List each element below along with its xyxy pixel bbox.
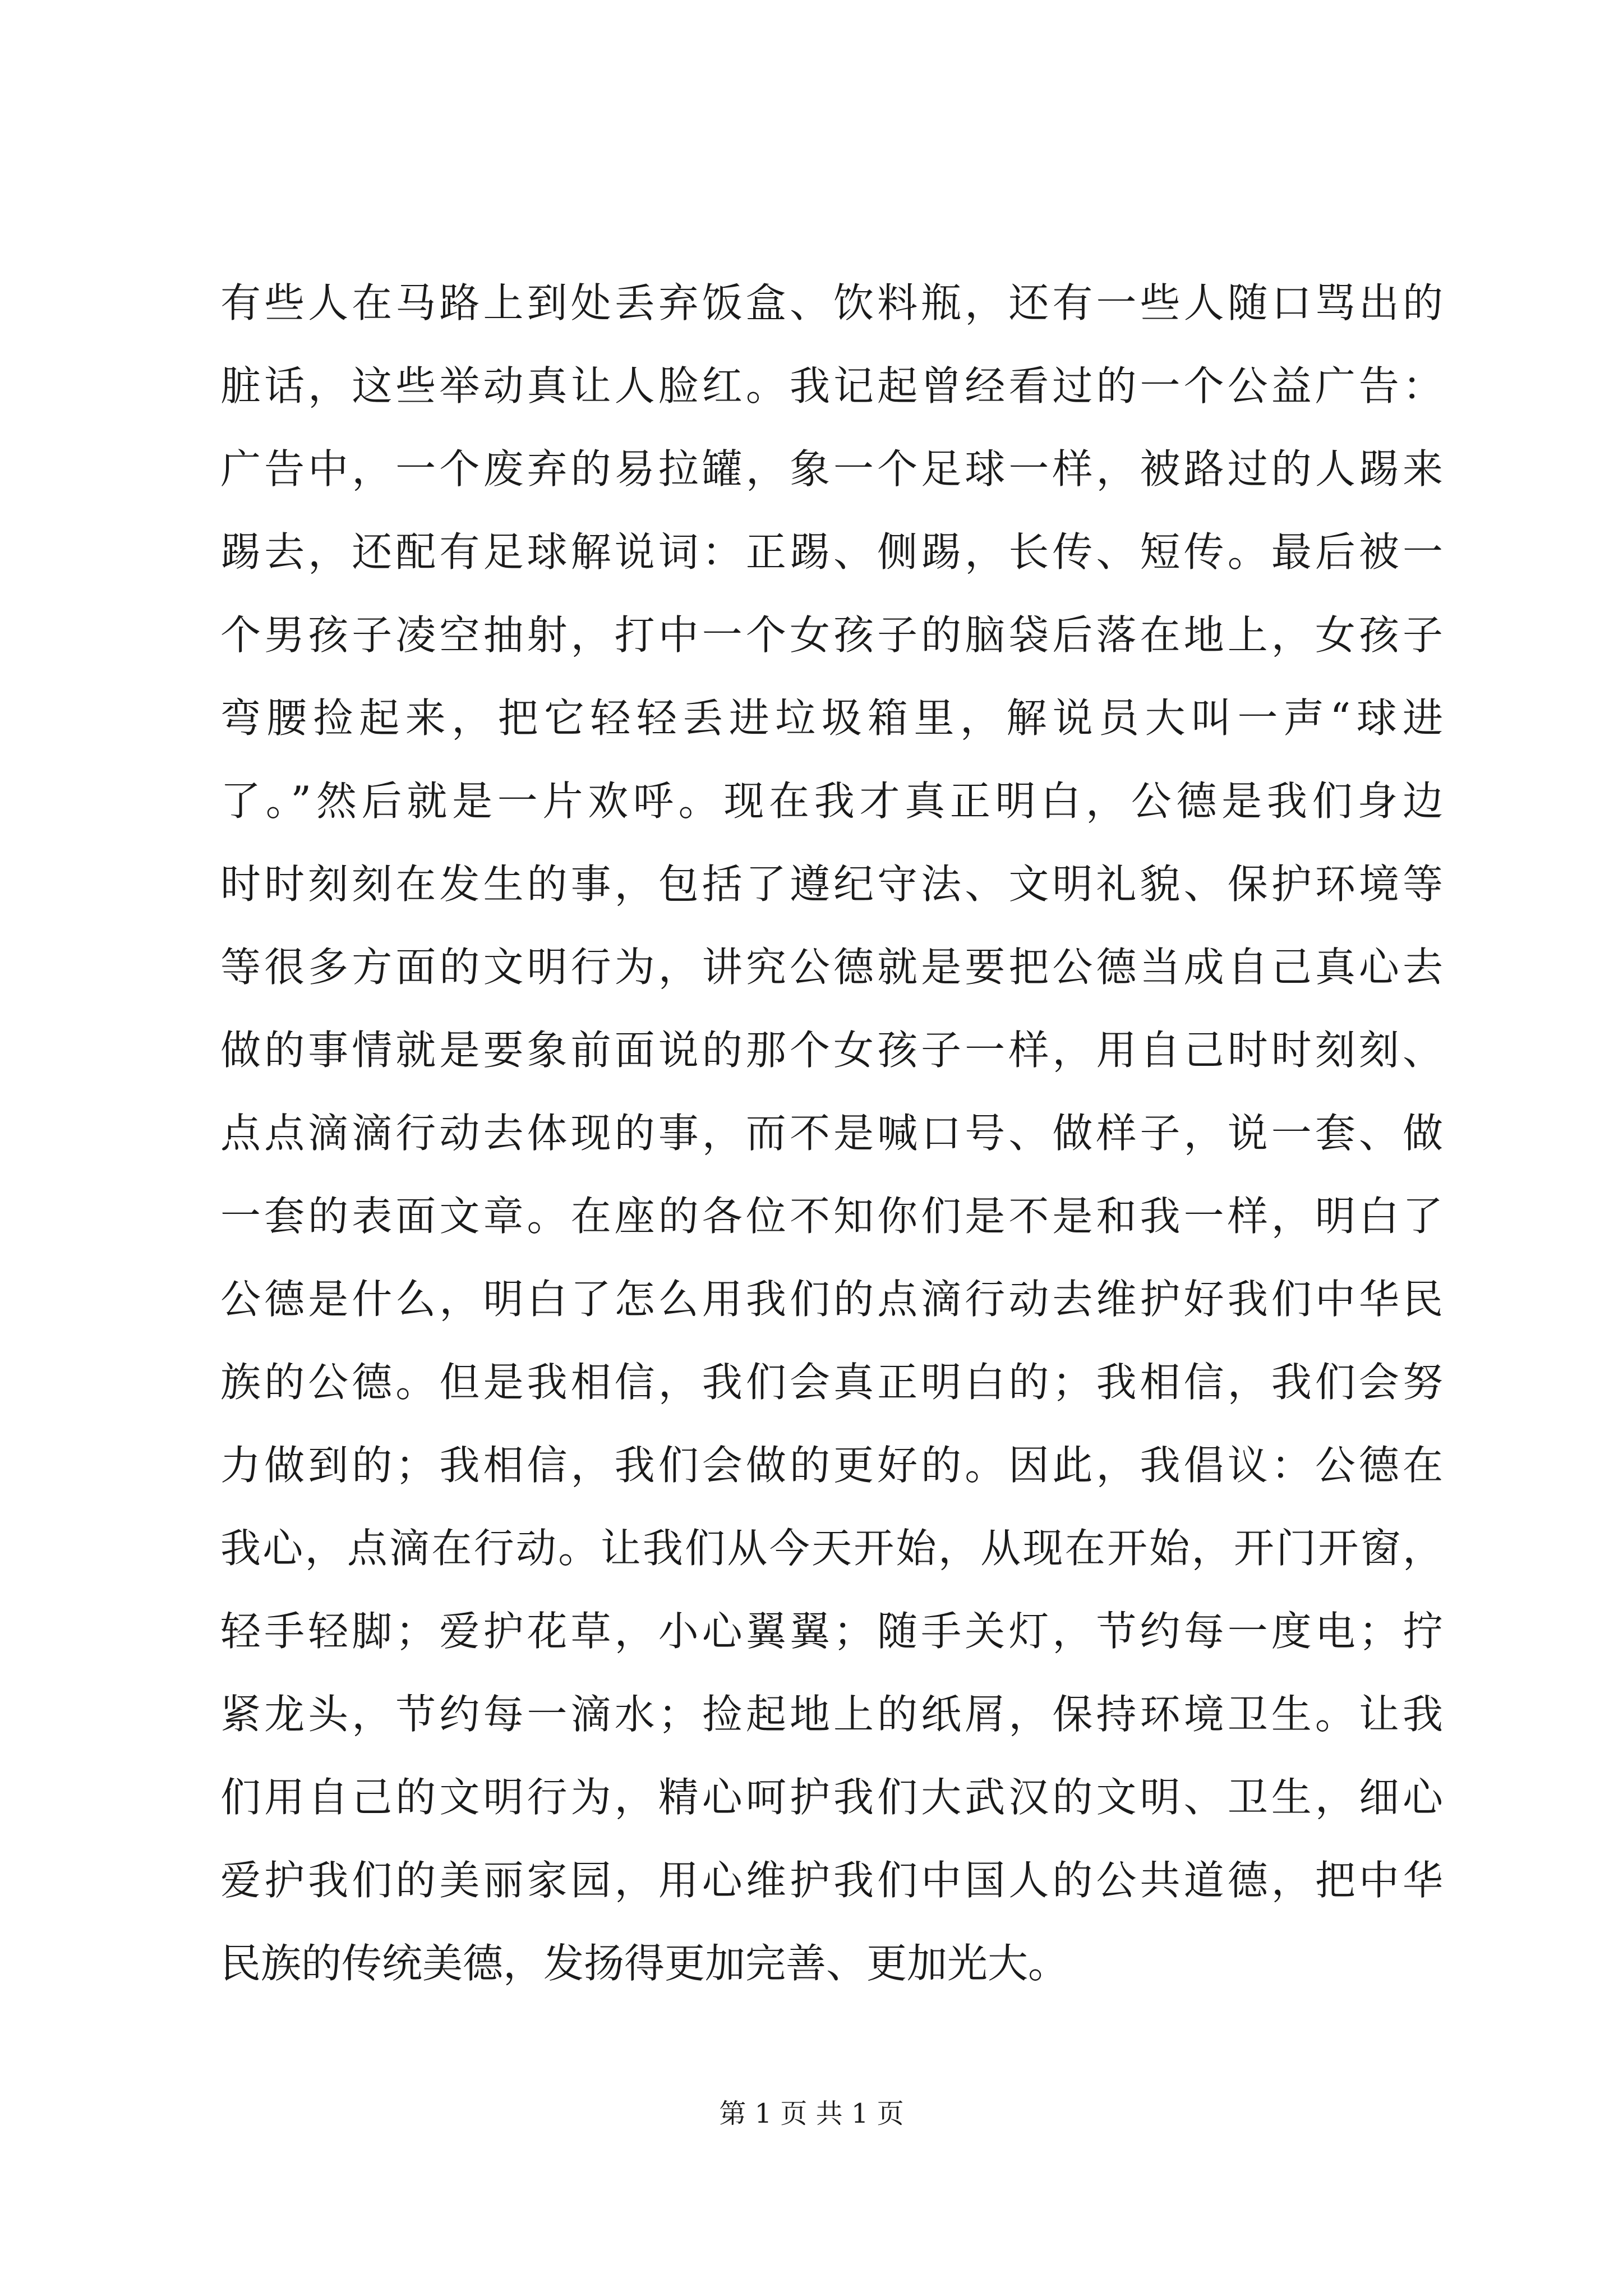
text-line-18: 紧龙头，节约每一滴水；捡起地上的纸屑，保持环境卫生。让我 <box>220 1691 1443 1738</box>
text-line-21: 民族的传统美德，发扬得更加完善、更加光大。 <box>220 1940 1069 1987</box>
text-line-11: 点点滴滴行动去体现的事，而不是喊口号、做样子，说一套、做 <box>220 1110 1443 1157</box>
body-paragraph <box>220 261 1443 2005</box>
text-line-7: 了。”然后就是一片欢呼。现在我才真正明白，公德是我们身边 <box>220 777 1443 825</box>
text-line-2: 脏话，这些举动真让人脸红。我记起曾经看过的一个公益广告： <box>220 362 1443 409</box>
page-footer: 第 1 页 共 1 页 <box>719 2098 904 2129</box>
text-line-17: 轻手轻脚；爱护花草，小心翼翼；随手关灯，节约每一度电；拧 <box>220 1608 1443 1655</box>
text-line-5: 个男孩子凌空抽射，打中一个女孩子的脑袋后落在地上，女孩子 <box>220 611 1443 659</box>
text-line-9: 等很多方面的文明行为，讲究公德就是要把公德当成自己真心去 <box>220 944 1443 991</box>
text-line-20: 爱护我们的美丽家园，用心维护我们中国人的公共道德，把中华 <box>220 1857 1443 1904</box>
text-line-3: 广告中，一个废弃的易拉罐，象一个足球一样，被路过的人踢来 <box>220 445 1443 493</box>
text-line-6: 弯腰捡起来，把它轻轻丢进垃圾箱里，解说员大叫一声“球进 <box>220 694 1443 742</box>
text-line-13: 公德是什么，明白了怎么用我们的点滴行动去维护好我们中华民 <box>220 1276 1443 1323</box>
text-line-15: 力做到的；我相信，我们会做的更好的。因此，我倡议：公德在 <box>220 1442 1443 1489</box>
text-line-12: 一套的表面文章。在座的各位不知你们是不是和我一样，明白了 <box>220 1193 1443 1240</box>
text-line-14: 族的公德。但是我相信，我们会真正明白的；我相信，我们会努 <box>220 1359 1443 1406</box>
text-line-10: 做的事情就是要象前面说的那个女孩子一样，用自己时时刻刻、 <box>220 1027 1443 1074</box>
text-line-16: 我心，点滴在行动。让我们从今天开始，从现在开始，开门开窗， <box>220 1525 1443 1572</box>
text-line-8: 时时刻刻在发生的事，包括了遵纪守法、文明礼貌、保护环境等 <box>220 861 1443 908</box>
text-line-1: 有些人在马路上到处丢弃饭盒、饮料瓶，还有一些人随口骂出的 <box>220 279 1443 326</box>
text-line-19: 们用自己的文明行为，精心呵护我们大武汉的文明、卫生，细心 <box>220 1774 1443 1821</box>
text-line-4: 踢去，还配有足球解说词：正踢、侧踢，长传、短传。最后被一 <box>220 528 1443 576</box>
